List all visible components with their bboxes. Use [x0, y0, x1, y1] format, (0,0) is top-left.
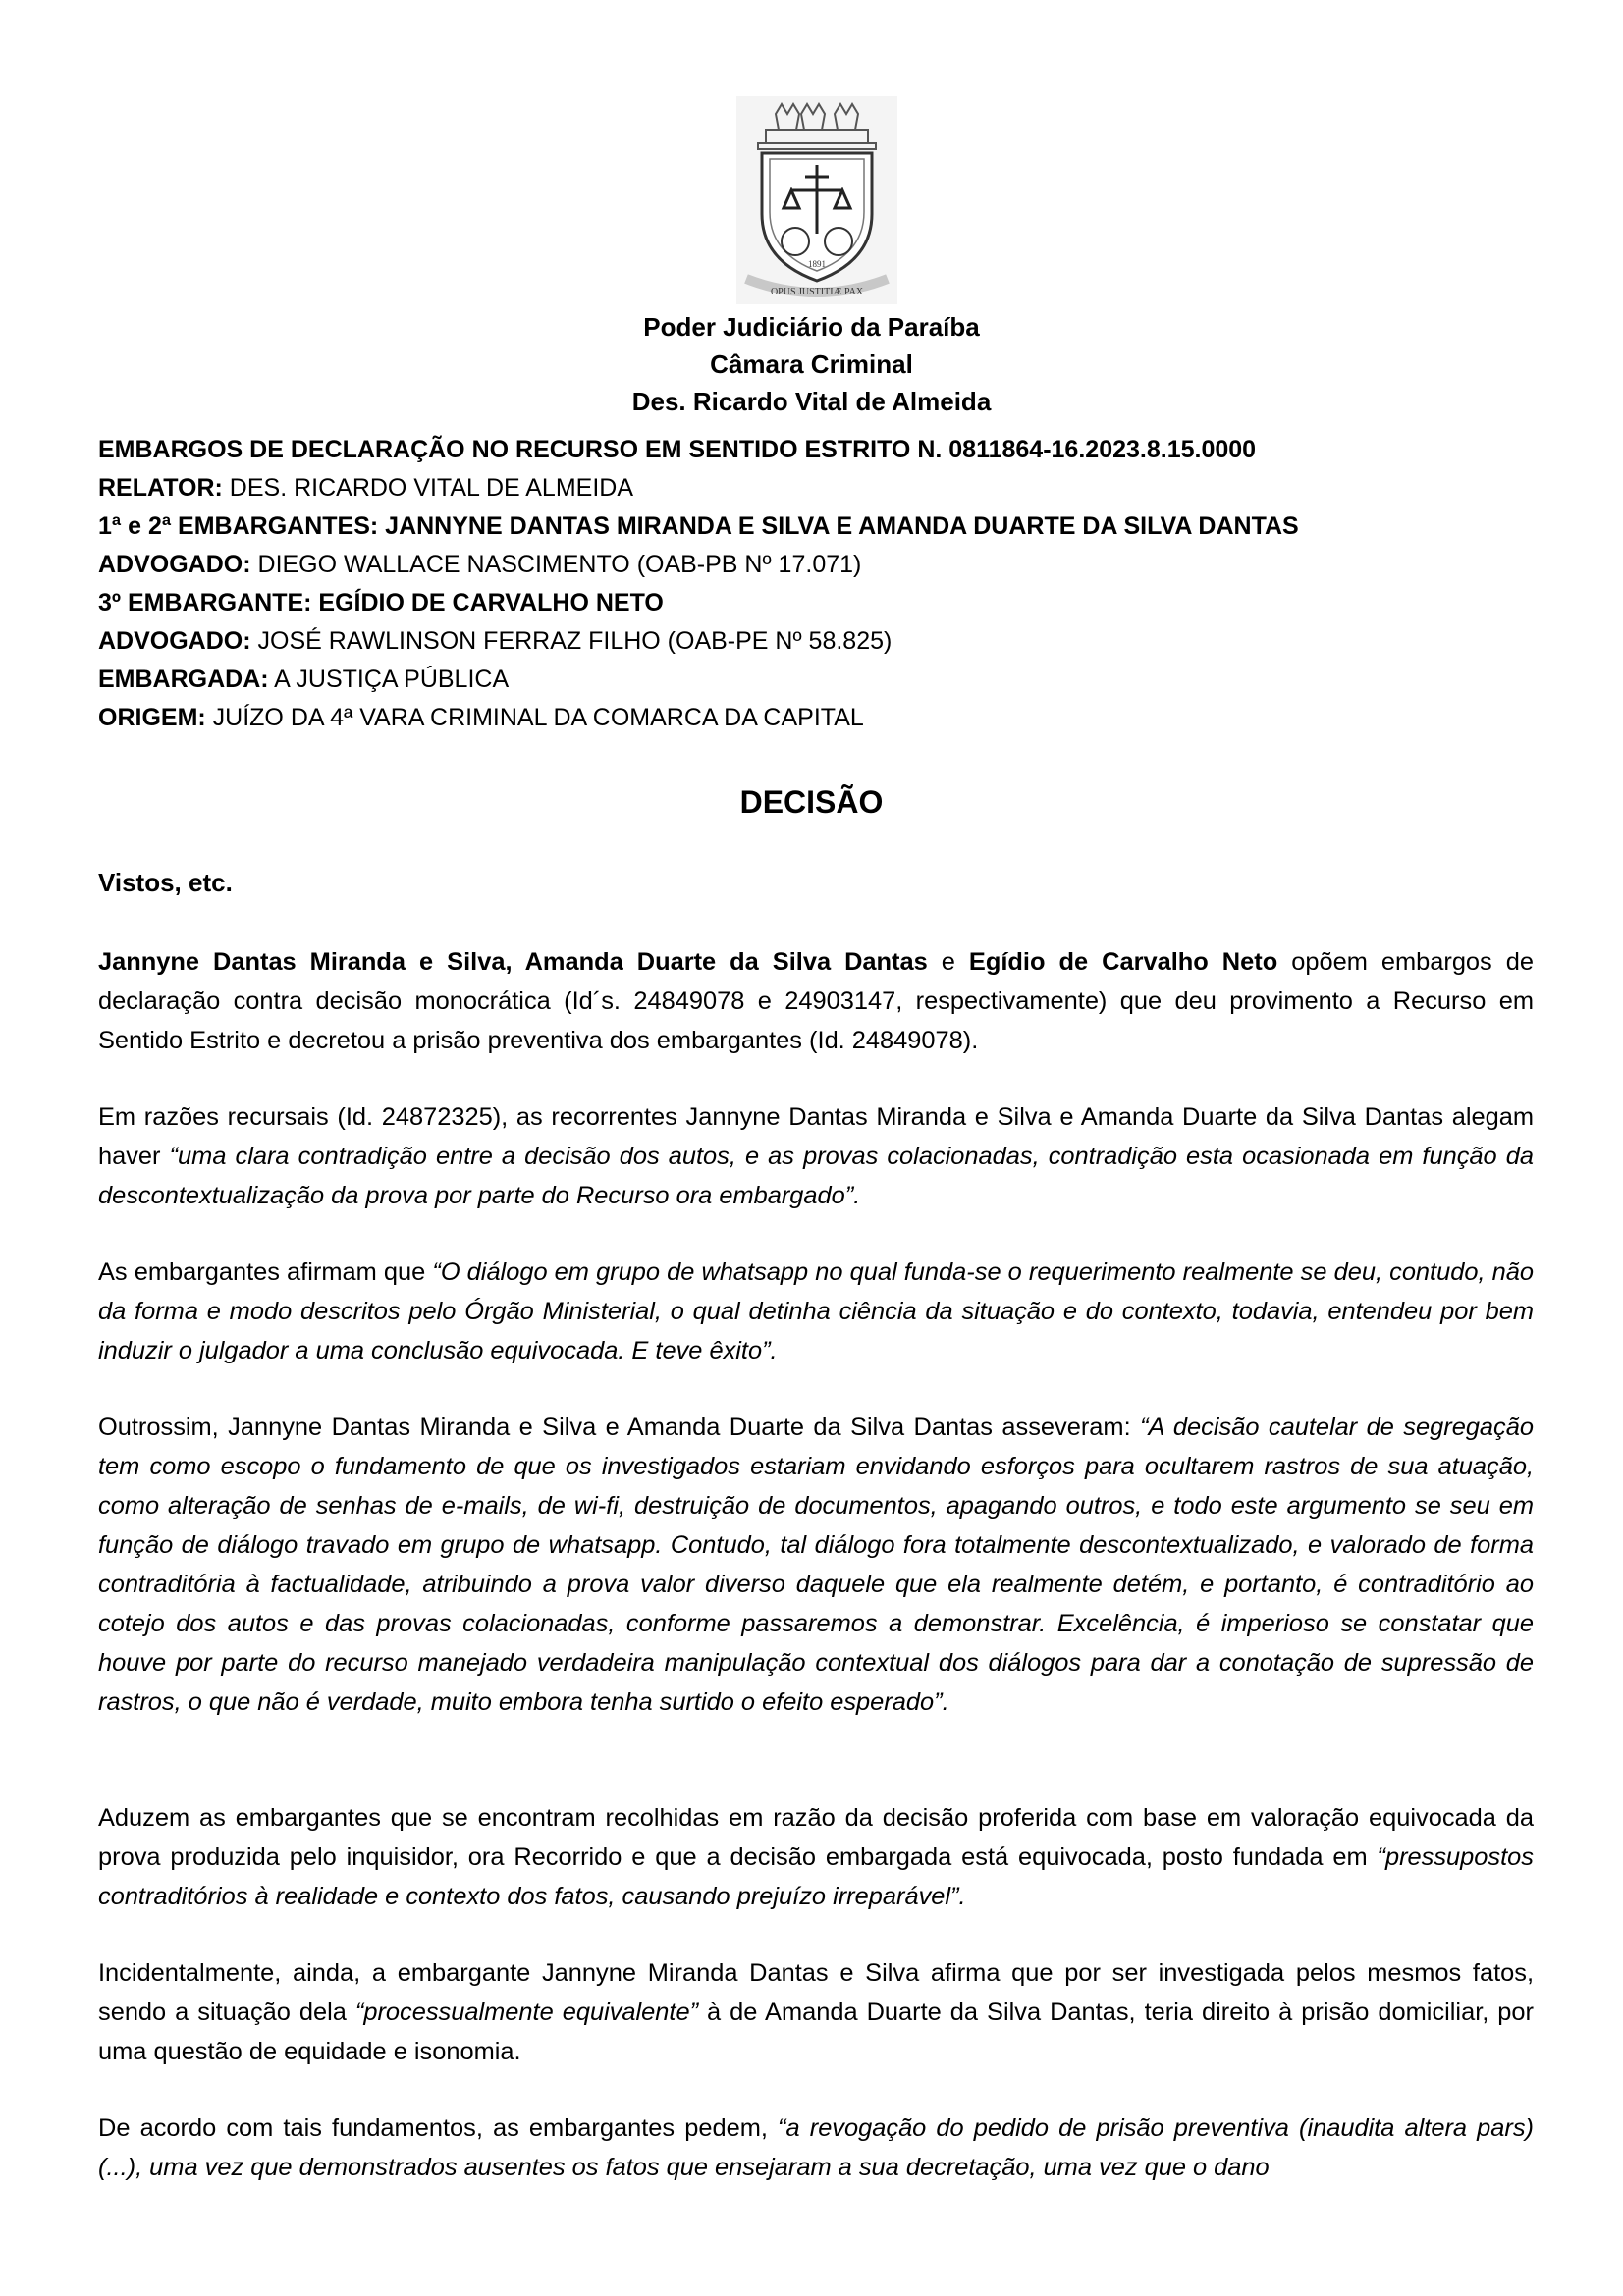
crest-year: 1891 — [808, 259, 826, 269]
decision-title: DECISÃO — [739, 784, 884, 820]
paragraph-2: Em razões recursais (Id. 24872325), as recorrentes Jannyne Dantas Miranda e Silva e Amanda Duarte da Silva Dantas alegam haver “uma clara contradição entre a decisão dos autos, e as provas colacionadas, contradição esta ocasionada em função da descontextualização da prova por parte do Recurso ora embargado”. — [98, 1103, 1534, 1209]
embargantes-line: 1ª e 2ª EMBARGANTES: JANNYNE DANTAS MIRANDA E SILVA E AMANDA DUARTE DA SILVA DANTAS — [98, 512, 1299, 540]
court-name: Poder Judiciário da Paraíba — [643, 312, 980, 342]
paragraph-1: Jannyne Dantas Miranda e Silva, Amanda Duarte da Silva Dantas e Egídio de Carvalho Neto opõem embargos de declaração contra decisão monocrática (Id´s. 24849078 e 24903147, respectivamente) que deu provimento a Recurso em Sentido Estrito e decretou a prisão preventiva dos embargantes (Id. 24849078). — [98, 948, 1534, 1054]
paragraph-7: De acordo com tais fundamentos, as embargantes pedem, “a revogação do pedido de prisão preventiva (inaudita altera pars) (...), uma vez que demonstrados ausentes os fatos que ensejaram a sua decretação, uma vez que o dano — [98, 2114, 1534, 2181]
embargada-line: EMBARGADA: A JUSTIÇA PÚBLICA — [98, 666, 510, 693]
paragraph-3: As embargantes afirmam que “O diálogo em grupo de whatsapp no qual funda-se o requerimento realmente se deu, contudo, não da forma e modo descritos pelo Órgão Ministerial, o qual detinha ciência da situação e do contexto, todavia, entendeu por bem induzir o julgador a uma conclusão equivocada. E teve êxito”. — [98, 1258, 1535, 1364]
case-title: EMBARGOS DE DECLARAÇÃO NO RECURSO EM SENTIDO ESTRITO N. 0811864-16.2023.8.15.0000 — [98, 436, 1257, 463]
chamber-name: Câmara Criminal — [710, 349, 913, 379]
origem-line: ORIGEM: JUÍZO DA 4ª VARA CRIMINAL DA COMARCA DA CAPITAL — [98, 704, 864, 731]
court-crest-icon — [736, 96, 897, 304]
greeting: Vistos, etc. — [98, 868, 233, 897]
advogado-line-1: ADVOGADO: DIEGO WALLACE NASCIMENTO (OAB-PB Nº 17.071) — [98, 551, 862, 578]
judge-name: Des. Ricardo Vital de Almeida — [631, 387, 992, 416]
paragraph-6: Incidentalmente, ainda, a embargante Jannyne Miranda Dantas e Silva afirma que por ser investigada pelos mesmos fatos, sendo a situação dela “processualmente equivalente” à de Amanda Duarte da Silva Dantas, teria direito à prisão domiciliar, por uma questão de equidade e isonomia. — [98, 1959, 1534, 2065]
advogado-line-2: ADVOGADO: JOSÉ RAWLINSON FERRAZ FILHO (OAB-PE Nº 58.825) — [98, 627, 893, 655]
paragraph-4: Outrossim, Jannyne Dantas Miranda e Silva e Amanda Duarte da Silva Dantas asseveram: “A decisão cautelar de segregação tem como escopo o fundamento de que os investigados estariam envidando esforços para ocultarem rastros de sua atuação, como alteração de senhas de e-mails, de wi-fi, destruição de documentos, apagando outros, e todo este argumento se seu em função de diálogo travado em grupo de whatsapp. Contudo, tal diálogo fora totalmente descontextualizado, e valorado de forma contraditória à factualidade, atribuindo a prova valor diverso daquele que ela realmente detém, e portanto, é contraditório ao cotejo dos autos e das provas colacionadas, conforme passaremos a demonstrar. Excelência, é imperioso se constatar que houve por parte do recurso manejado verdadeira manipulação contextual dos diálogos para dar a conotação de supressão de rastros, o que não é verdade, muito embora tenha surtido o efeito esperado”. — [98, 1414, 1534, 1716]
paragraph-5: Aduzem as embargantes que se encontram recolhidas em razão da decisão proferida com base em valoração equivocada da prova produzida pelo inquisidor, ora Recorrido e que a decisão embargada está equivocada, posto fundada em “pressupostos contraditórios à realidade e contexto dos fatos, causando prejuízo irreparável”. — [98, 1804, 1534, 1910]
relator-line: RELATOR: DES. RICARDO VITAL DE ALMEIDA — [98, 474, 633, 502]
embargante-3-line: 3º EMBARGANTE: EGÍDIO DE CARVALHO NETO — [98, 589, 664, 616]
crest-motto: OPUS JUSTITIÆ PAX — [770, 287, 864, 297]
